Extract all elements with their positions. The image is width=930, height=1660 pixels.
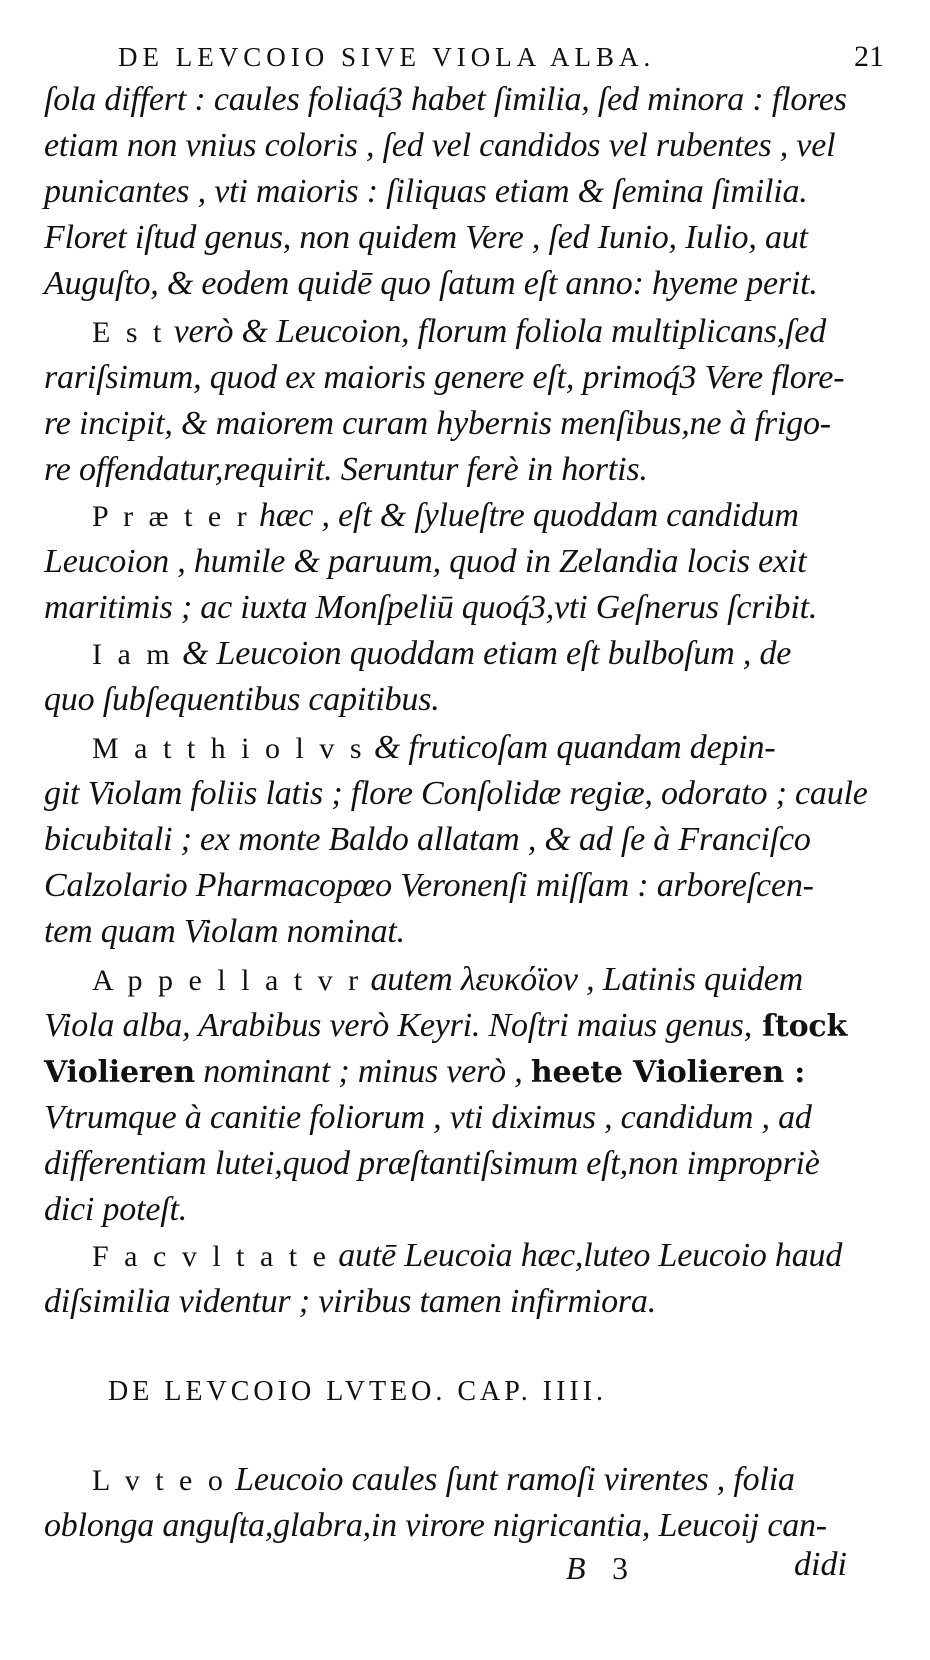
small-caps-lead: A p p e l l a t v r [92, 964, 363, 997]
text-line: etiam non vnius coloris , ſed vel candidos vel rubentes , vel [44, 127, 836, 164]
text-line: re offendatur,requirit. Seruntur ferè in hortis. [44, 451, 648, 488]
paragraph-first-line: E s t verò & Leucoion, florum foliola multiplicans,ſed [92, 313, 827, 350]
text-line: Leucoion , humile & paruum, quod in Zelandia locis exit [44, 543, 807, 580]
running-head: DE LEVCOIO SIVE VIOLA ALBA. [118, 42, 656, 72]
text-line: Floret iſtud genus, non quidem Vere , ſed Iunio, Iulio, aut [44, 219, 808, 256]
text-line: Vtrumque à canitie foliorum , vti diximus , candidum , ad [44, 1099, 812, 1136]
text-line: git Violam foliis latis ; flore Conſolidæ regiæ, odorato ; caule [44, 775, 868, 812]
text-line: differentiam lutei,quod præſtantiſsimum eſt,non impropriè [44, 1145, 820, 1182]
small-caps-lead: I a m [92, 638, 174, 671]
text-line: Calzolario Pharmacopœo Veronenſi miſſam : arboreſcen- [44, 867, 814, 904]
signature-mark: B [566, 1550, 586, 1586]
paragraph-first-line: M a t t h i o l v s & fruticoſam quandam depin- [92, 729, 776, 766]
small-caps-lead: F a c v l t a t e [92, 1240, 330, 1273]
paragraph-first-line: A p p e l l a t v r autem λευκόϊον , Latinis quidem [92, 961, 803, 998]
paragraph-first-line: F a c v l t a t e autē Leucoia hæc,luteo Leucoio haud [92, 1237, 843, 1274]
text-line: rariſsimum, quod ex maioris genere eſt, primoq́3 Vere flore- [44, 359, 845, 396]
chapter-heading: DE LEVCOIO LVTEO. CAP. IIII. [108, 1376, 608, 1407]
text-line: tem quam Violam nominat. [44, 913, 405, 950]
text-line: dici poteſt. [44, 1191, 188, 1228]
paragraph-first-line: L v t e o Leucoio caules ſunt ramoſi virentes , folia [92, 1461, 795, 1498]
text-line: Auguſto, & eodem quidē quo ſatum eſt anno: hyeme perit. [44, 265, 818, 302]
text-line: Violieren nominant ; minus verò , heete Violieren : [44, 1053, 806, 1090]
page-number: 21 [854, 40, 884, 73]
small-caps-lead: L v t e o [92, 1464, 227, 1497]
blackletter-term: Violieren [44, 1055, 195, 1090]
text-line: Viola alba, Arabibus verò Keyri. Noſtri maius genus, ſtock [44, 1007, 848, 1044]
paragraph-first-line: I a m & Leucoion quoddam etiam eſt bulboſum , de [92, 635, 792, 672]
text-line: diſsimilia videntur ; viribus tamen infirmiora. [44, 1283, 657, 1320]
text-line: oblonga anguſta,glabra,in virore nigricantia, Leucoij can- [44, 1507, 827, 1544]
blackletter-term: heete Violieren : [530, 1055, 806, 1090]
blackletter-term: ſtock [752, 1009, 848, 1044]
text-line: ſola differt : caules foliaq́3 habet ſimilia, ſed minora : flores [44, 81, 847, 118]
signature-number: 3 [612, 1550, 628, 1586]
text-line: quo ſubſequentibus capitibus. [44, 681, 440, 718]
small-caps-lead: M a t t h i o l v s [92, 732, 366, 765]
paragraph-first-line: P r æ t e r hæc , eſt & ſylueſtre quoddam candidum [92, 497, 799, 534]
catchword: didi [794, 1546, 847, 1583]
text-line: re incipit, & maiorem curam hybernis menſibus,ne à frigo- [44, 405, 831, 442]
text-line: punicantes , vti maioris : ſiliquas etiam & ſemina ſimilia. [44, 173, 808, 210]
text-line: bicubitali ; ex monte Baldo allatam , & ad ſe à Franciſco [44, 821, 811, 858]
text-line: maritimis ; ac iuxta Monſpeliū quoq́3,vti Geſnerus ſcribit. [44, 589, 818, 626]
small-caps-lead: E s t [92, 316, 166, 349]
small-caps-lead: P r æ t e r [92, 500, 251, 533]
